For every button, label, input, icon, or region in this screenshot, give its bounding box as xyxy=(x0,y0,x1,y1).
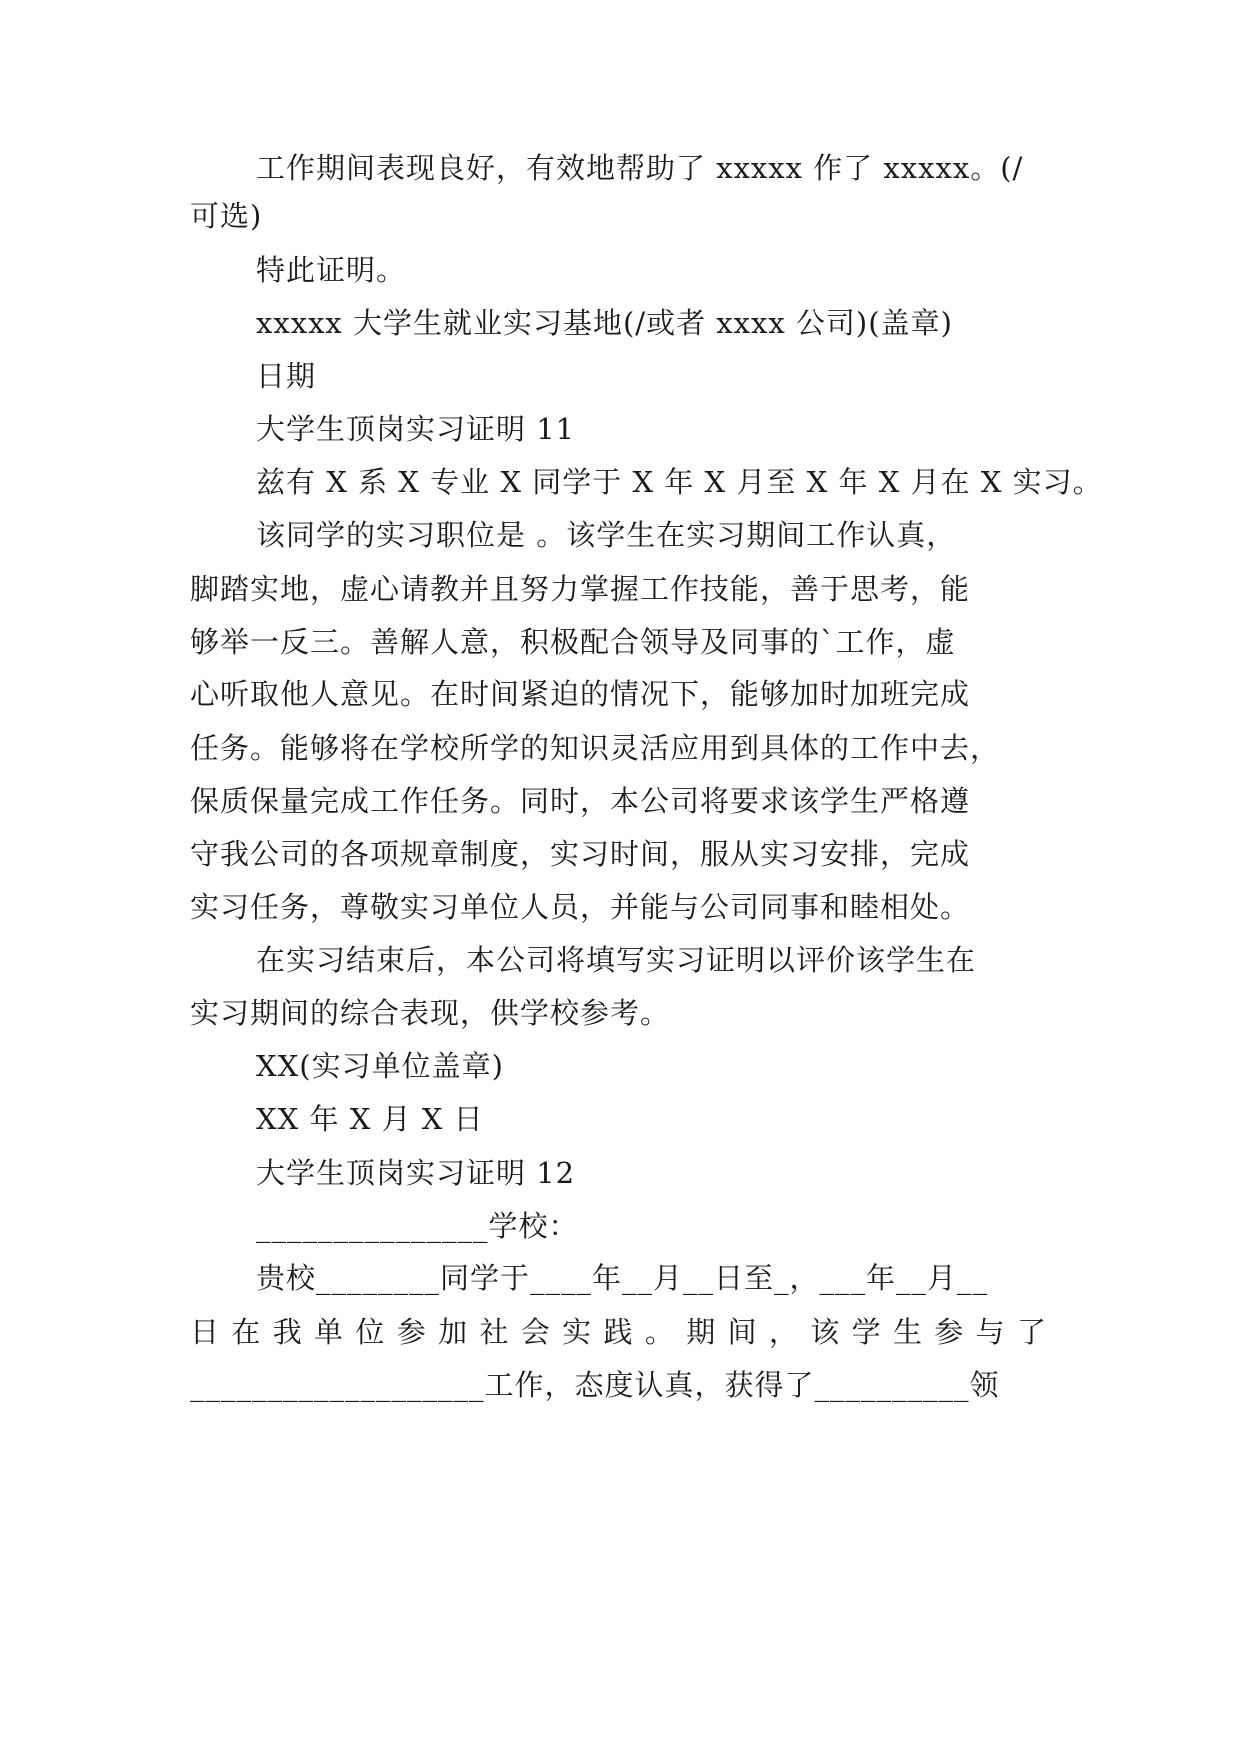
text-line: 任务。能够将在学校所学的知识灵活应用到具体的工作中去， xyxy=(190,731,1001,765)
text-line: 够举一反三。善解人意，积极配合领导及同事的`工作，虚 xyxy=(190,625,956,659)
text-line: _______________学校： xyxy=(256,1209,579,1243)
text-line: 在实习结束后，本公司将填写实习证明以评价该学生在 xyxy=(256,943,977,977)
text-line: XX(实习单位盖章) xyxy=(256,1049,504,1083)
text-line: 日 在 我 单 位 参 加 社 会 实 践 。 期 间 ， 该 学 生 参 与 了 xyxy=(190,1315,1046,1349)
text-line: 心听取他人意见。在时间紧迫的情况下，能够加时加班完成 xyxy=(190,677,971,711)
text-line: 守我公司的各项规章制度，实习时间，服从实习安排，完成 xyxy=(190,837,971,871)
text-line: 实习任务，尊敬实习单位人员，并能与公司同事和睦相处。 xyxy=(190,890,971,924)
text-line: 可选) xyxy=(190,199,263,233)
text-line: XX 年 X 月 X 日 xyxy=(256,1102,484,1136)
text-line: ___________________工作，态度认真，获得了__________领 xyxy=(190,1368,1000,1402)
text-line: 脚踏实地，虚心请教并且努力掌握工作技能，善于思考，能 xyxy=(190,572,971,606)
text-line: xxxxx 大学生就业实习基地(/或者 xxxx 公司)(盖章) xyxy=(256,306,953,340)
text-line: 特此证明。 xyxy=(256,253,407,287)
section-heading: 大学生顶岗实习证明 11 xyxy=(256,412,576,446)
text-line: 日期 xyxy=(256,359,317,393)
text-line: 贵校________同学于____年__月__日至_，___年__月__ xyxy=(256,1261,989,1295)
text-line: 该同学的实习职位是 。该学生在实习期间工作认真， xyxy=(256,518,957,552)
text-line: 工作期间表现良好，有效地帮助了 xxxxx 作了 xxxxx。(/ xyxy=(256,151,1024,185)
text-line: 兹有 X 系 X 专业 X 同学于 X 年 X 月至 X 年 X 月在 X 实习。 xyxy=(256,465,1103,499)
section-heading: 大学生顶岗实习证明 12 xyxy=(256,1156,576,1190)
text-line: 实习期间的综合表现，供学校参考。 xyxy=(190,996,671,1030)
text-line: 保质保量完成工作任务。同时，本公司将要求该学生严格遵 xyxy=(190,784,971,818)
